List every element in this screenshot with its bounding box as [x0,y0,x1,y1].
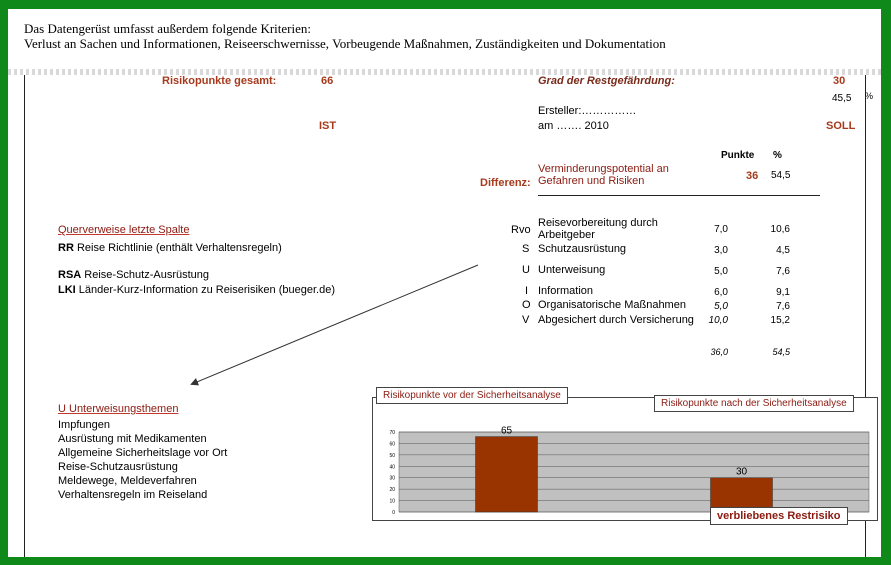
plot-area [399,432,869,512]
potential-points: 36 [746,170,759,182]
y-tick-label: 0 [392,510,395,516]
label-residual-risk: verbliebenes Restrisiko [710,507,848,525]
soll-label: SOLL [826,120,856,132]
crossref-text: Reise Richtlinie (enthält Verhaltensregeln) [76,242,282,254]
document-page [8,9,881,557]
row-code: V [522,314,530,326]
intro-line-2: Verlust an Sachen und Informationen, Reiseerschwernisse, Vorbeugende Maßnahmen, Zuständigkeiten und Dokumentation [24,36,666,51]
list-item: Reise-Schutzausrüstung [58,461,178,473]
row-code: I [525,285,529,297]
potential-percent: 54,5 [771,170,791,181]
y-tick-label: 60 [389,441,395,448]
y-tick-label: 10 [389,498,395,505]
row-label: Unterweisung [538,264,606,276]
risk-bar-chart [373,398,877,520]
row-points: 10,0 [708,315,728,326]
total-points: 36,0 [710,347,728,357]
list-item: Verhaltensregeln im Reiseland [58,489,208,501]
row-percent: 4,5 [776,245,790,256]
crossref-text: Reise-Schutz-Ausrüstung [84,269,210,281]
row-points: 7,0 [714,224,728,235]
y-tick-label: 70 [389,430,395,436]
risk-total-label: Risikopunkte gesamt: [162,75,277,87]
differenz-label: Differenz: [480,177,531,189]
y-tick-label: 30 [389,475,395,482]
col-header-punkte: Punkte [721,150,755,161]
row-label: Abgesichert durch Versicherung [538,314,694,326]
risk-total-value: 66 [321,75,334,87]
row-percent: 10,6 [770,224,790,235]
y-tick-label: 50 [389,452,395,459]
row-points: 5,0 [714,266,728,277]
crossref-abbr: RR [58,242,74,254]
total-percent: 54,5 [772,347,790,357]
rest-risk-label: Grad der Restgefährdung: [538,75,675,87]
crossref-text: Länder-Kurz-Information zu Reiserisiken (bueger.de) [78,284,335,296]
list-item: Impfungen [58,419,110,431]
row-points: 3,0 [714,245,728,256]
topics-list [58,418,227,502]
row-percent: 15,2 [770,315,790,326]
crossref-abbr: LKI [58,284,76,296]
row-label: Information [538,285,594,297]
rest-risk-percent: 45,5 [832,93,852,104]
col-header-percent: % [773,150,782,161]
row-label: Schutzausrüstung [538,243,627,255]
row-percent: 7,6 [776,266,790,277]
row-code: S [522,243,530,255]
row-label: Reisevorbereitung durch Arbeitgeber [538,217,658,241]
percent-sign: % [865,91,874,101]
row-percent: 9,1 [776,287,790,298]
label-before-analysis: Risikopunkte vor der Sicherheitsanalyse [376,387,568,404]
chart-frame [372,397,878,521]
row-code: O [522,299,531,311]
date-field: am ……. 2010 [538,120,609,132]
row-code: U [522,264,530,276]
intro-line-1: Das Datengerüst umfasst außerdem folgende Kriterien: [24,21,311,36]
ist-label: IST [319,120,337,132]
label-after-analysis: Risikopunkte nach der Sicherheitsanalyse [654,395,854,412]
row-label: Organisatorische Maßnahmen [538,299,686,311]
list-item: Allgemeine Sicherheitslage vor Ort [58,447,228,459]
bar-data-label: 65 [500,425,513,437]
row-points: 5,0 [714,301,728,312]
row-points: 6,0 [714,287,728,298]
list-item: Meldewege, Meldeverfahren [58,475,197,487]
y-tick-label: 20 [389,487,395,494]
potential-label: Verminderungspotential an Gefahren und Risiken [538,163,669,187]
y-tick-label: 40 [389,464,395,471]
bar-data-label: 30 [735,466,748,478]
crossref-heading: Querverweise letzte Spalte [58,224,190,236]
bar [476,437,538,512]
topics-heading: U Unterweisungsthemen [58,403,179,415]
ersteller-field: Ersteller:…………… [538,105,637,117]
crossref-abbr: RSA [58,269,82,281]
row-code: Rvo [511,224,531,236]
row-percent: 7,6 [776,301,790,312]
rest-risk-value: 30 [833,75,846,87]
list-item: Ausrüstung mit Medikamenten [58,433,207,445]
